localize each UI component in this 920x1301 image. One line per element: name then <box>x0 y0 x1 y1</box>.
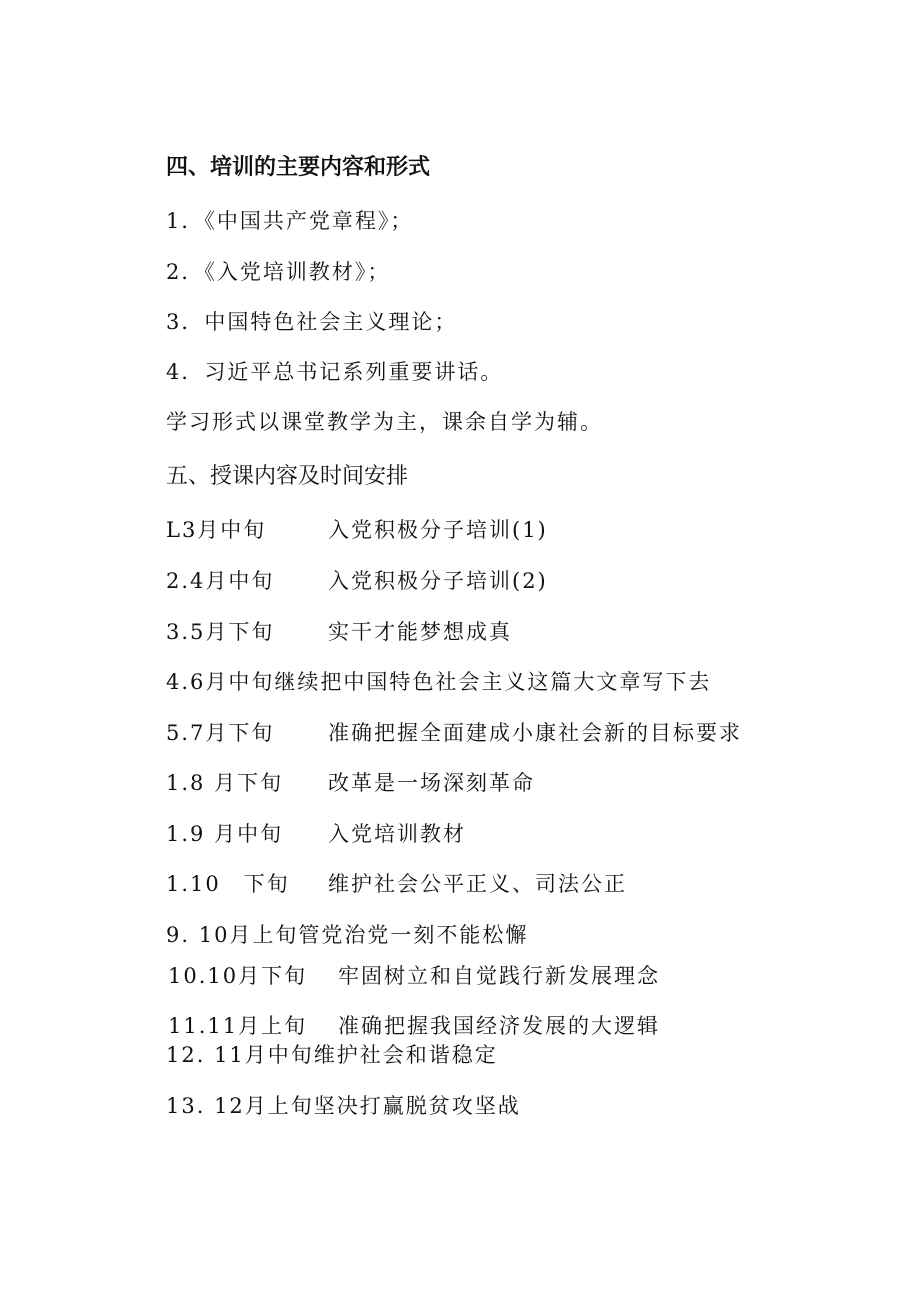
schedule-topic: 入党积极分子培训(2) <box>328 569 548 593</box>
schedule-row <box>168 1011 660 1041</box>
schedule-topic: 维护社会公平正义、司法公正 <box>328 872 627 896</box>
schedule-date: 1.8 月下旬 <box>166 771 284 795</box>
content-item-4: 4．习近平总书记系列重要讲话。 <box>166 360 504 384</box>
schedule-topic: 入党培训教材 <box>328 822 466 846</box>
schedule-row <box>166 718 742 748</box>
schedule-row: 12. 11月中旬维护社会和谐稳定 <box>166 1043 498 1067</box>
schedule-date: 11.11月上旬 <box>168 1014 308 1038</box>
schedule-row <box>166 819 466 849</box>
schedule-date: 5.7月下旬 <box>166 721 275 745</box>
schedule-topic: 牢固树立和自觉践行新发展理念 <box>338 964 660 988</box>
schedule-row: 9. 10月上旬管党治党一刻不能松懈 <box>166 923 529 947</box>
schedule-date: 1.9 月中旬 <box>166 822 284 846</box>
content-item-3: 3．中国特色社会主义理论； <box>166 310 458 334</box>
schedule-topic: 实干才能梦想成真 <box>328 620 512 644</box>
schedule-row <box>166 515 548 545</box>
schedule-topic: 入党积极分子培训(1) <box>328 518 548 542</box>
schedule-topic: 准确把握我国经济发展的大逻辑 <box>338 1014 660 1038</box>
section-4-heading: 四、培训的主要内容和形式 <box>166 155 431 180</box>
schedule-row: 13. 12月上旬坚决打赢脱贫攻坚战 <box>166 1094 521 1118</box>
schedule-date: L3月中旬 <box>166 518 267 542</box>
schedule-date: 1.10 下旬 <box>166 872 290 896</box>
content-item-1: 1．《中国共产党章程》； <box>166 209 414 233</box>
study-form-note: 学习形式以课堂教学为主，课余自学为辅。 <box>166 410 603 434</box>
section-5-heading: 五、授课内容及时间安排 <box>166 464 409 489</box>
schedule-date: 2.4月中旬 <box>166 569 275 593</box>
schedule-row <box>166 869 627 899</box>
schedule-row: 4.6月中旬继续把中国特色社会主义这篇大文章写下去 <box>166 670 712 694</box>
schedule-row <box>168 961 660 991</box>
schedule-topic: 准确把握全面建成小康社会新的目标要求 <box>328 721 742 745</box>
schedule-row <box>166 566 548 596</box>
schedule-topic: 改革是一场深刻革命 <box>328 771 535 795</box>
schedule-date: 10.10月下旬 <box>168 964 308 988</box>
schedule-row <box>166 617 512 647</box>
schedule-date: 3.5月下旬 <box>166 620 275 644</box>
content-item-2: 2．《入党培训教材》； <box>166 260 391 284</box>
schedule-row <box>166 768 535 798</box>
